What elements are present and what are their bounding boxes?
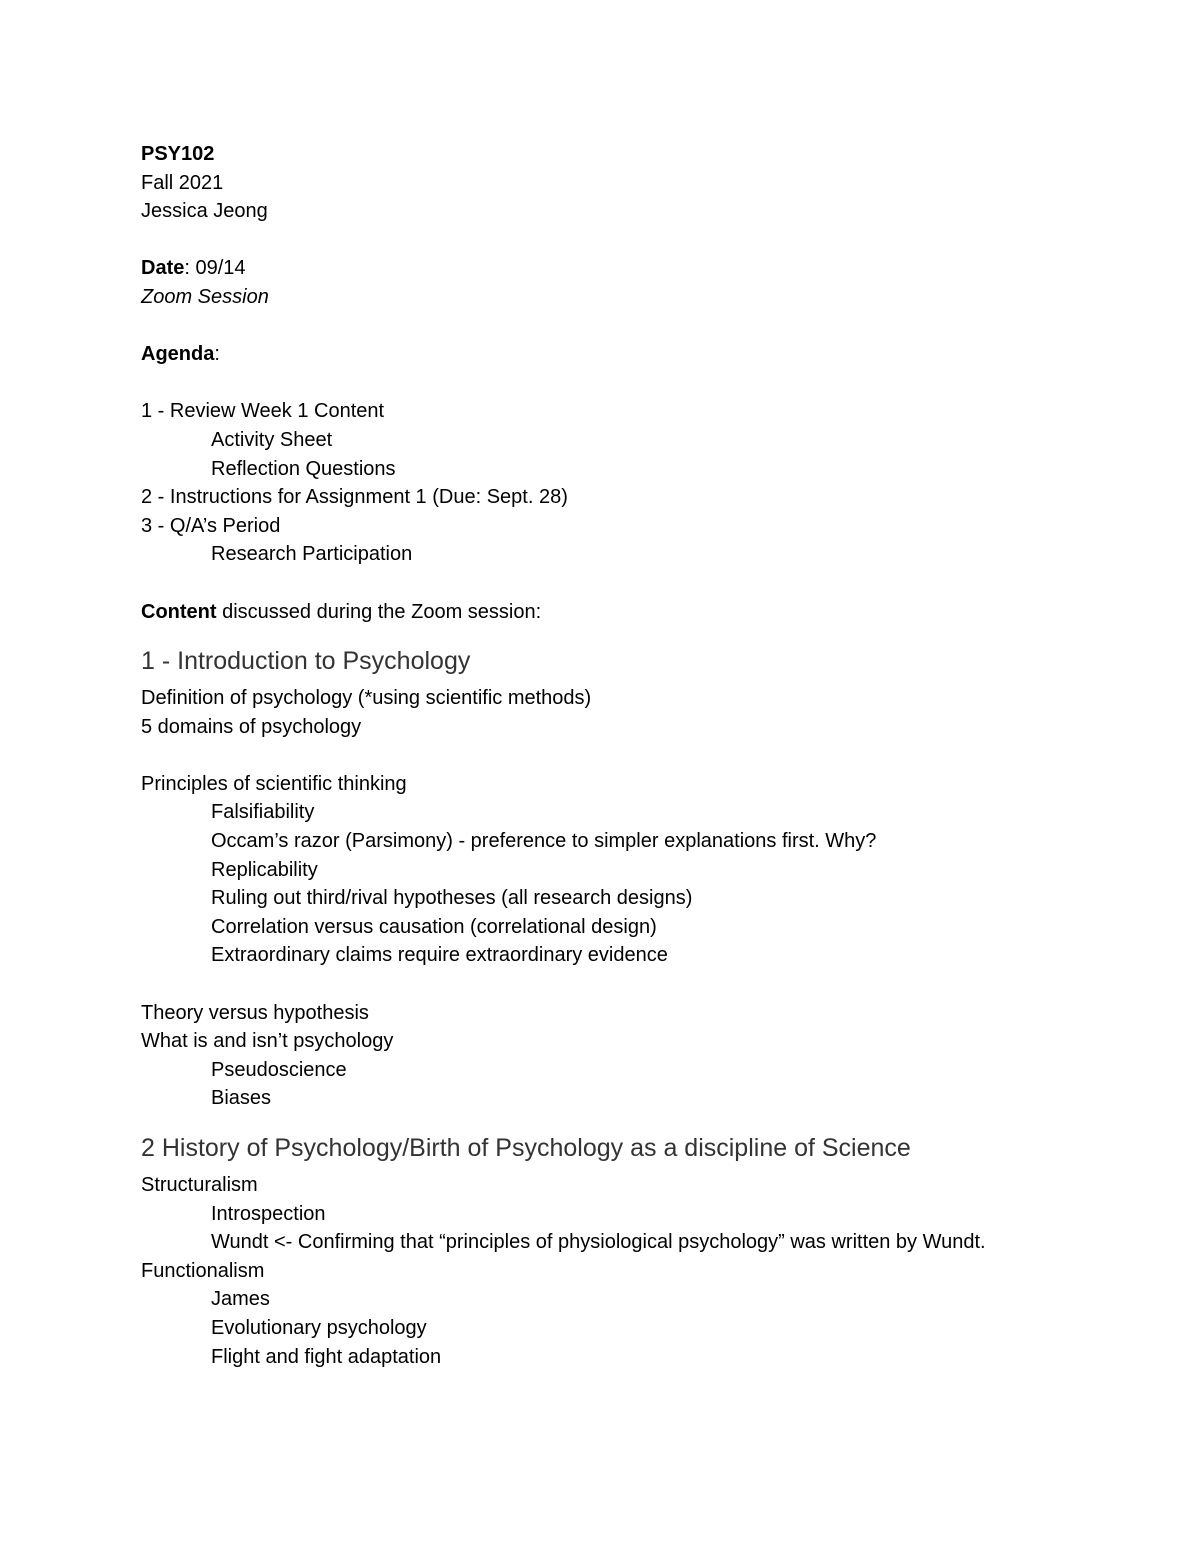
term: Fall 2021 <box>141 171 224 194</box>
agenda-heading <box>141 340 1141 369</box>
structuralism-item: Introspection <box>211 1202 326 1225</box>
course-code: PSY102 <box>141 143 215 165</box>
content-label: Content <box>141 600 217 623</box>
principles-label: Principles of scientific thinking <box>141 772 407 795</box>
principle-item: Correlation versus causation (correlational design) <box>211 915 657 938</box>
structuralism-label: Structuralism <box>141 1174 258 1196</box>
note-line: 5 domains of psychology <box>141 715 362 738</box>
theory-line: Theory versus hypothesis <box>141 1001 369 1024</box>
author-name: Jessica Jeong <box>141 200 268 223</box>
date-label: Date <box>141 257 185 280</box>
what-is-item: Pseudoscience <box>211 1058 347 1081</box>
principle-item: Ruling out third/rival hypotheses (all research designs) <box>211 887 693 910</box>
agenda-subitem: Activity Sheet <box>211 428 333 451</box>
date-value: : 09/14 <box>184 257 246 280</box>
structuralism-item: Wundt <- Confirming that “principles of physiological psychology” was written by Wundt. <box>211 1231 986 1254</box>
section-heading-history: 2 History of Psychology/Birth of Psychology as a discipline of Science <box>141 1134 911 1162</box>
functionalism-item: James <box>211 1288 270 1311</box>
agenda-item: 1 - Review Week 1 Content <box>141 400 385 423</box>
principle-item: Occam’s razor (Parsimony) - preference to simpler explanations first. Why? <box>211 830 877 853</box>
functionalism-label: Functionalism <box>141 1259 265 1282</box>
note-line: Definition of psychology (*using scientific methods) <box>141 687 592 710</box>
agenda-item: 2 - Instructions for Assignment 1 (Due: Sept. 28) <box>141 486 568 509</box>
content-intro-text: discussed during the Zoom session: <box>216 600 542 623</box>
agenda-label: Agenda <box>141 343 215 366</box>
what-is-label: What is and isn’t psychology <box>141 1030 394 1053</box>
section-heading-intro: 1 - Introduction to Psychology <box>141 647 471 676</box>
functionalism-item: Evolutionary psychology <box>211 1316 427 1339</box>
session-type: Zoom Session <box>141 285 269 308</box>
principle-item: Replicability <box>211 858 318 881</box>
agenda-item: 3 - Q/A’s Period <box>141 514 281 537</box>
document-page <box>141 140 1141 1371</box>
principle-item: Extraordinary claims require extraordinary evidence <box>211 944 668 967</box>
principle-item: Falsifiability <box>211 801 315 824</box>
date-line <box>141 254 1141 283</box>
functionalism-item: Flight and fight adaptation <box>211 1345 442 1368</box>
content-intro <box>141 598 1141 627</box>
agenda-subitem: Research Participation <box>211 543 413 566</box>
agenda-subitem: Reflection Questions <box>211 457 396 480</box>
what-is-item: Biases <box>211 1087 272 1110</box>
agenda-colon: : <box>214 343 220 366</box>
